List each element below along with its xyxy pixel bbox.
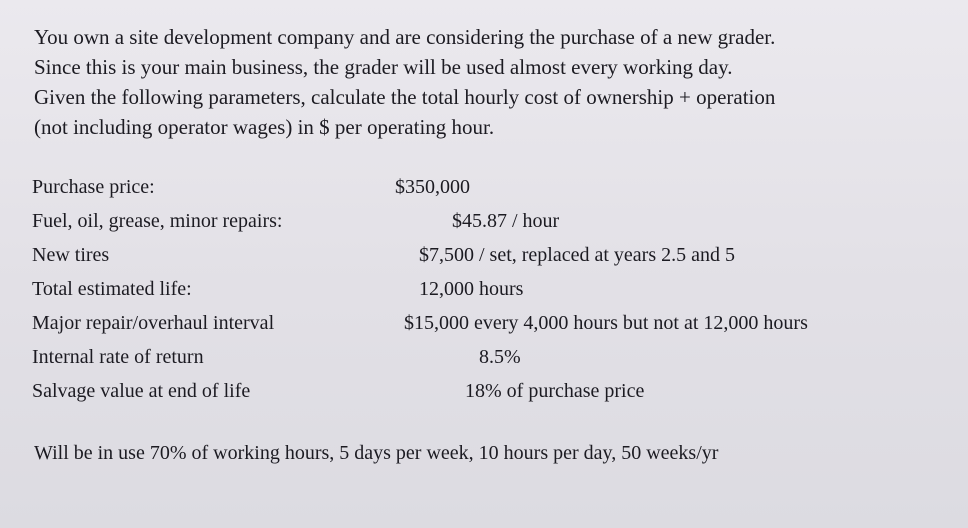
parameter-label: Total estimated life:	[32, 278, 192, 300]
statement-line: You own a site development company and are considering the purchase of a new grader.	[34, 25, 776, 49]
parameter-value: 18% of purchase price	[465, 380, 645, 402]
parameter-label: Salvage value at end of life	[32, 380, 251, 402]
parameter-label: Fuel, oil, grease, minor repairs:	[32, 210, 283, 232]
parameter-label: Internal rate of return	[32, 346, 204, 368]
parameter-label: Purchase price:	[32, 176, 155, 198]
parameter-value: $350,000	[395, 176, 470, 198]
statement-line: Given the following parameters, calculate the total hourly cost of ownership + operation	[34, 85, 776, 109]
parameter-row-new-tires	[32, 238, 952, 272]
parameters-list	[32, 170, 952, 408]
parameter-row-fuel-oil	[32, 204, 952, 238]
parameter-label: New tires	[32, 244, 110, 266]
parameter-value: $7,500 / set, replaced at years 2.5 and 5	[419, 244, 736, 266]
parameter-row-salvage	[32, 374, 952, 408]
parameter-value: $15,000 every 4,000 hours but not at 12,000 hours	[404, 312, 808, 334]
statement-line: Since this is your main business, the grader will be used almost every working day.	[34, 55, 733, 79]
problem-statement	[34, 22, 949, 142]
statement-line: (not including operator wages) in $ per operating hour.	[34, 115, 495, 139]
parameter-label: Major repair/overhaul interval	[32, 312, 275, 334]
parameter-row-total-life	[32, 272, 952, 306]
parameter-row-irr	[32, 340, 952, 374]
parameter-value: 12,000 hours	[419, 278, 524, 300]
parameter-row-purchase-price	[32, 170, 952, 204]
usage-note: Will be in use 70% of working hours, 5 days per week, 10 hours per day, 50 weeks/yr	[34, 442, 719, 464]
parameter-value: $45.87 / hour	[452, 210, 560, 232]
parameter-value: 8.5%	[479, 346, 521, 368]
parameter-row-overhaul	[32, 306, 952, 340]
